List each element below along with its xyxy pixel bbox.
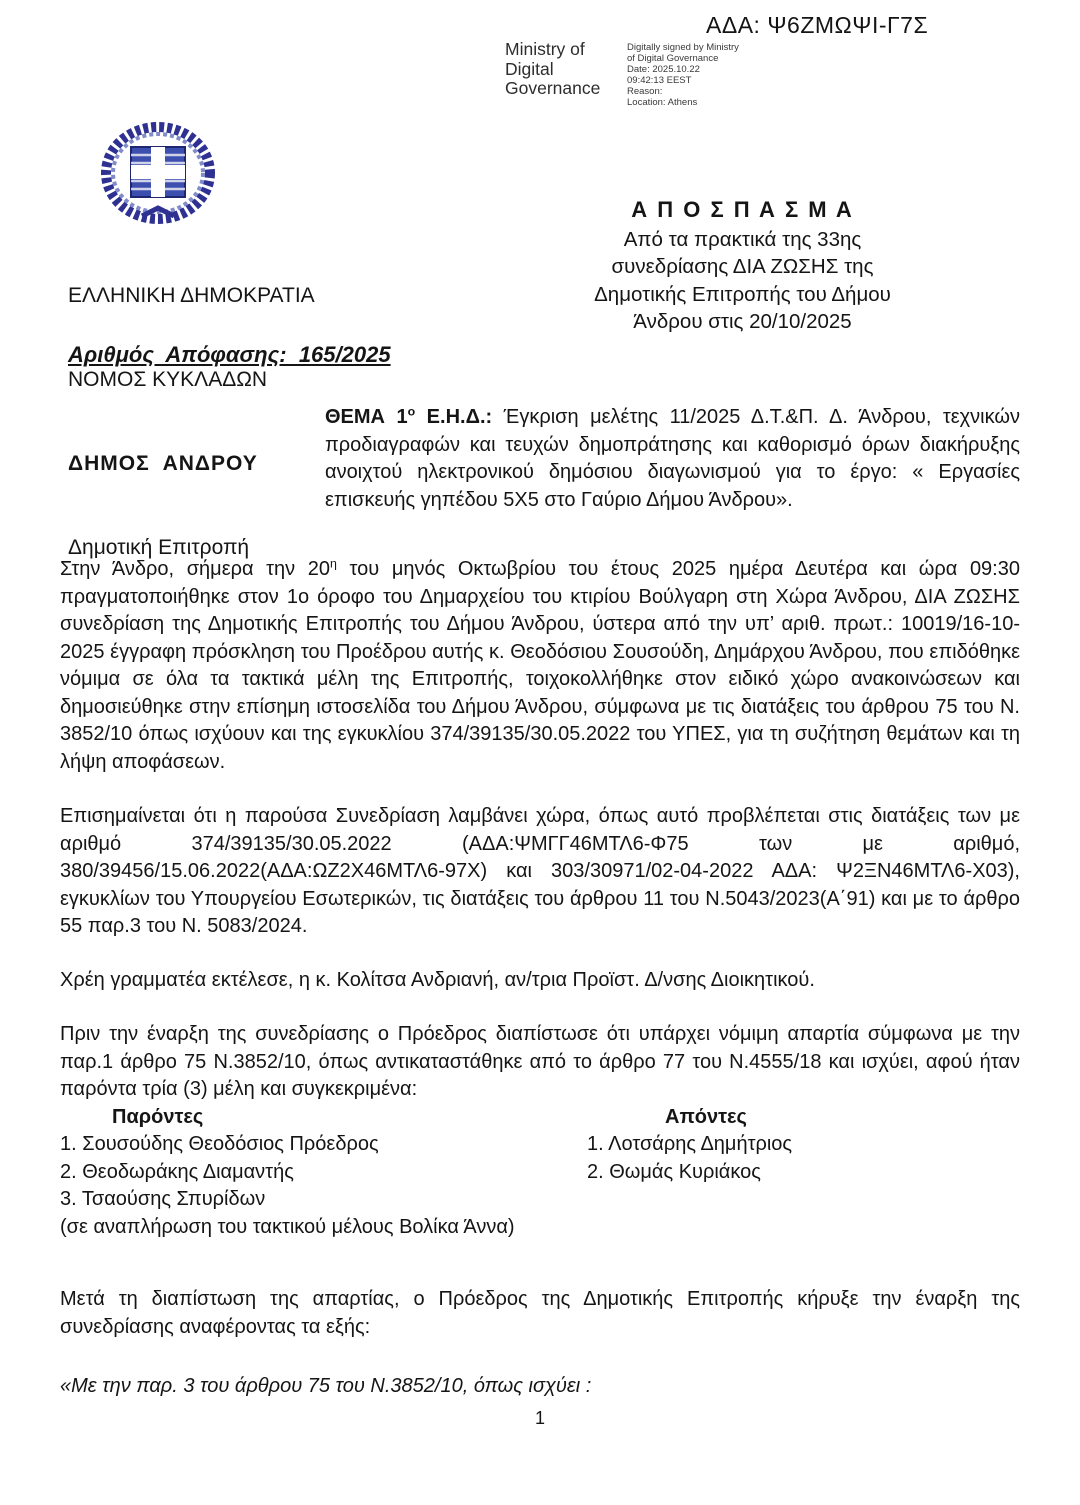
p1-text: Στην Άνδρο, σήμερα την 20 <box>60 558 331 580</box>
page-number: 1 <box>534 1408 545 1428</box>
letterhead-prefecture: ΝΟΜΟΣ ΚΥΚΛΑΔΩΝ <box>68 368 268 391</box>
excerpt-title: Α Π Ο Σ Π Α Σ Μ Α <box>631 197 854 222</box>
decision-number: Αριθμός Απόφασης: 165/2025 <box>68 342 391 367</box>
excerpt-line: Άνδρου στις 20/10/2025 <box>633 310 852 333</box>
present-member: 2. Θεοδωράκης Διαμαντής <box>60 1160 294 1183</box>
excerpt-line: Δημοτικής Επιτροπής του Δήμου <box>594 282 891 306</box>
p1-text-cont: του μηνός Οκτωβρίου του έτους 2025 ημέρα Δευτέρα και ώρα 09:30 πραγματοποιήθηκε στον 1ο όροφο του Δημαρχείου του κτιρίου Βούλγαρη στη Χώρα Άνδρου, ΔΙΑ ΖΩΣΗΣ συνεδρίαση της Δημοτικής Επιτροπής του Δήμου Άνδρου, ύστερα από την υπ’ αριθ. πρωτ.: 10019/16-10-2025 έγγραφη πρόσκληση του Προέδρου αυτής κ. Θεοδόσιου Σουσούδη, Δημάρχου Άνδρου, που επιδόθηκε νόμιμα σε όλα τα τακτικά μέλη της Επιτροπής, τοιχοκολλήθηκε στον ειδικό χώρο ανακοινώσεων και δημοσιεύθηκε στην επίσημη ιστοσελίδα του Δήμου Άνδρου, σύμφωνα με τις διατάξεις του άρθρου 75 του Ν. 3852/10 όπως ισχύουν και της εγκυκλίου 374/39135/30.05.2022 του ΥΠΕΣ, για τη συζήτηση θεμάτων και τη λήψη αποφάσεων. <box>60 558 1020 773</box>
absent-header: Απόντες <box>665 1105 747 1128</box>
letterhead-municipality: ΔΗΜΟΣ ΑΝΔΡΟΥ <box>68 452 258 475</box>
subject-ordinal-sup: ο <box>407 404 416 419</box>
attendance-columns <box>60 1104 1020 1214</box>
excerpt-heading <box>550 196 935 336</box>
subject-text: Έγκριση μελέτης 11/2025 Δ.Τ.&Π. Δ. Άνδρου, τεχνικών προδιαγραφών και τευχών δημοπράτησης και καθορισμό όρων διακήρυξης ανοιχτού ηλεκτρονικού δημόσιου διαγωνισμού για το έργο: « Εργασίες επισκευής γηπέδου 5X5 στο Γαύριο Δήμου Άνδρου». <box>325 406 1020 511</box>
p1-ordinal-sup: η <box>330 556 337 571</box>
ada-number: ΑΔΑ: Ψ6ΖΜΩΨΙ-Γ7Σ <box>706 12 929 38</box>
body-paragraph-3: Χρέη γραμματέα εκτέλεσε, η κ. Κολίτσα Ανδριανή, αν/τρια Προϊστ. Δ/νσης Διοικητικού. <box>60 968 815 991</box>
signature-detail-line: Date: 2025.10.22 <box>627 64 700 75</box>
signature-detail-line: Digitally signed by Ministry <box>627 42 739 53</box>
body-paragraph-6-quote: «Με την παρ. 3 του άρθρου 75 του Ν.3852/10, όπως ισχύει : <box>60 1375 592 1397</box>
present-substitution-note: (σε αναπλήρωση του τακτικού μέλους Βολίκα Άννα) <box>60 1215 515 1238</box>
document-body <box>60 404 1020 1401</box>
subject-label-suffix: Ε.Η.Δ.: <box>415 406 493 428</box>
present-header: Παρόντες <box>112 1105 204 1128</box>
body-paragraph-1 <box>60 556 1020 776</box>
signature-details <box>627 40 739 108</box>
letterhead-republic: ΕΛΛΗΝΙΚΗ ΔΗΜΟΚΡΑΤΙΑ <box>68 284 315 307</box>
present-column <box>60 1104 587 1214</box>
present-member: 3. Τσαούσης Σπυρίδων <box>60 1188 266 1210</box>
digital-signature-stamp <box>505 40 739 108</box>
letterhead-committee: Δημοτική Επιτροπή <box>68 536 250 559</box>
absent-member: 1. Λοτσάρης Δημήτριος <box>587 1133 793 1155</box>
excerpt-line: συνεδρίασης ΔΙΑ ΖΩΣΗΣ της <box>611 255 874 278</box>
present-member: 1. Σουσούδης Θεοδόσιος Πρόεδρος <box>60 1133 379 1155</box>
subject-paragraph <box>325 404 1020 514</box>
body-paragraph-4: Πριν την έναρξη της συνεδρίασης ο Πρόεδρος διαπίστωσε ότι υπάρχει νόμιμη απαρτία σύμφωνα με την παρ.1 άρθρο 75 Ν.3852/10, όπως αντικαταστάθηκε από το άρθρο 77 του Ν.4555/18 και ισχύει, αφού ήταν παρόντα τρία (3) μέλη και συγκεκριμένα: <box>60 1023 1020 1100</box>
signature-detail-line: Location: Athens <box>627 97 698 108</box>
absent-column <box>587 1104 1020 1214</box>
signature-detail-line: 09:42:13 EEST <box>627 75 692 86</box>
absent-member: 2. Θωμάς Κυριάκος <box>587 1160 761 1183</box>
signature-detail-line: Reason: <box>627 86 663 97</box>
greek-republic-emblem-icon <box>92 120 224 237</box>
excerpt-line: Από τα πρακτικά της 33ης <box>623 227 862 251</box>
body-paragraph-5: Μετά τη διαπίστωση της απαρτίας, ο Πρόεδρος της Δημοτικής Επιτροπής κήρυξε την έναρξη της συνεδρίασης αναφέροντας τα εξής: <box>60 1288 1020 1338</box>
signature-signer-name: Ministry of Digital Governance <box>505 39 601 98</box>
body-paragraph-2: Επισημαίνεται ότι η παρούσα Συνεδρίαση λαμβάνει χώρα, όπως αυτό προβλέπεται στις διατάξεις των με αριθμό 374/39135/30.05.2022 (ΑΔΑ:ΨΜΓΓ46ΜΤΛ6-Φ75 των με αριθμό, 380/39456/15.06.2022(ΑΔΑ:ΩΖ2Χ46ΜΤΛ6-97Χ) και 303/30971/02-04-2022 ΑΔΑ: Ψ2ΞΝ46ΜΤΛ6-Χ03), εγκυκλίων του Υπουργείου Εσωτερικών, τις διατάξεις του άρθρου 11 του Ν.5043/2023(Α΄91) και με το άρθρο 55 παρ.3 του Ν. 5083/2024. <box>60 805 1020 937</box>
subject-label: ΘΕΜΑ 1 <box>325 406 408 428</box>
signature-detail-line: of Digital Governance <box>627 53 719 64</box>
